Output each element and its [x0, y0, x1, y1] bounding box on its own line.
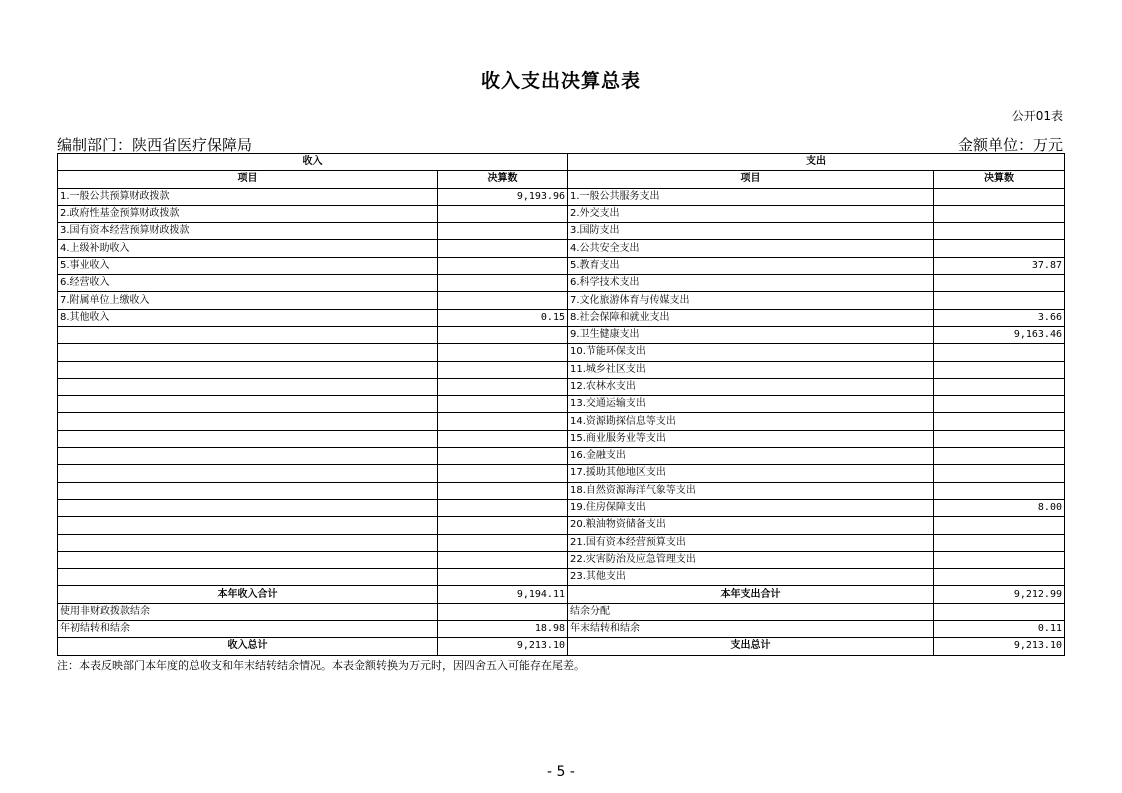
income-item-cell: 2.政府性基金预算财政拨款 [58, 205, 438, 222]
expense-amount-cell [934, 275, 1065, 292]
ending-carryover-value: 0.11 [934, 621, 1065, 638]
expense-amount-cell [934, 292, 1065, 309]
table-row [58, 396, 1065, 413]
income-grand-total-label: 收入总计 [58, 638, 438, 655]
income-amount-cell [438, 326, 568, 343]
income-item-cell [58, 378, 438, 395]
surplus-distribution-value [934, 603, 1065, 620]
expense-amount-cell [934, 482, 1065, 499]
income-amount-cell [438, 569, 568, 586]
page-number: - 5 - [547, 764, 575, 780]
table-row [58, 551, 1065, 568]
year-expense-total-label: 本年支出合计 [568, 586, 934, 603]
table-row [58, 223, 1065, 240]
expense-amount-cell [934, 361, 1065, 378]
expense-item-cell: 4.公共安全支出 [568, 240, 934, 257]
income-item-cell: 3.国有资本经营预算财政拨款 [58, 223, 438, 240]
expense-item-cell: 18.自然资源海洋气象等支出 [568, 482, 934, 499]
income-item-cell [58, 465, 438, 482]
year-expense-total-value: 9,212.99 [934, 586, 1065, 603]
income-amount-cell [438, 499, 568, 516]
income-item-header: 项目 [58, 171, 438, 188]
income-amount-cell [438, 257, 568, 274]
income-item-cell [58, 361, 438, 378]
income-amount-header: 决算数 [438, 171, 568, 188]
income-expense-table [57, 153, 1065, 656]
income-amount-cell [438, 396, 568, 413]
income-amount-cell [438, 413, 568, 430]
income-item-cell [58, 517, 438, 534]
expense-amount-cell [934, 223, 1065, 240]
table-row [58, 378, 1065, 395]
expense-item-cell: 20.粮油物资储备支出 [568, 517, 934, 534]
expense-amount-header: 决算数 [934, 171, 1065, 188]
expense-item-cell: 14.资源勘探信息等支出 [568, 413, 934, 430]
department-label: 编制部门：陕西省医疗保障局 [57, 136, 253, 154]
table-row [58, 205, 1065, 222]
expense-item-cell: 9.卫生健康支出 [568, 326, 934, 343]
income-amount-cell [438, 240, 568, 257]
income-grand-total-value: 9,213.10 [438, 638, 568, 655]
table-row [58, 517, 1065, 534]
table-row [58, 361, 1065, 378]
income-amount-cell: 9,193.96 [438, 188, 568, 205]
expense-amount-cell [934, 569, 1065, 586]
income-item-cell: 6.经营收入 [58, 275, 438, 292]
unit-label: 金额单位：万元 [957, 136, 1063, 154]
table-row [58, 534, 1065, 551]
table-row [58, 275, 1065, 292]
income-amount-cell [438, 430, 568, 447]
income-item-cell [58, 344, 438, 361]
table-row [58, 240, 1065, 257]
income-amount-cell [438, 448, 568, 465]
form-number: 公开01表 [1011, 109, 1063, 123]
expense-amount-cell [934, 188, 1065, 205]
expense-item-cell: 5.教育支出 [568, 257, 934, 274]
table-row [58, 257, 1065, 274]
income-amount-cell [438, 205, 568, 222]
income-item-cell [58, 569, 438, 586]
income-item-cell [58, 499, 438, 516]
income-item-cell [58, 430, 438, 447]
expense-item-cell: 16.金融支出 [568, 448, 934, 465]
expense-item-cell: 17.援助其他地区支出 [568, 465, 934, 482]
table-row [58, 430, 1065, 447]
expense-item-cell: 3.国防支出 [568, 223, 934, 240]
nonfiscal-value [438, 603, 568, 620]
expense-item-cell: 13.交通运输支出 [568, 396, 934, 413]
income-amount-cell [438, 292, 568, 309]
expense-item-cell: 8.社会保障和就业支出 [568, 309, 934, 326]
year-income-total-value: 9,194.11 [438, 586, 568, 603]
table-row [58, 499, 1065, 516]
expense-item-cell: 22.灾害防治及应急管理支出 [568, 551, 934, 568]
year-income-total-label: 本年收入合计 [58, 586, 438, 603]
table-column-header-row [58, 171, 1065, 188]
beginning-carryover-label: 年初结转和结余 [58, 621, 438, 638]
income-header: 收入 [58, 154, 568, 171]
table-row-grand-total [58, 638, 1065, 655]
expense-amount-cell [934, 396, 1065, 413]
income-amount-cell [438, 517, 568, 534]
income-item-cell [58, 482, 438, 499]
table-row [58, 344, 1065, 361]
expense-item-cell: 11.城乡社区支出 [568, 361, 934, 378]
income-amount-cell [438, 275, 568, 292]
ending-carryover-label: 年末结转和结余 [568, 621, 934, 638]
income-item-cell [58, 326, 438, 343]
table-row [58, 413, 1065, 430]
income-amount-cell [438, 534, 568, 551]
nonfiscal-label: 使用非财政拨款结余 [58, 603, 438, 620]
income-item-cell: 5.事业收入 [58, 257, 438, 274]
expense-item-cell: 15.商业服务业等支出 [568, 430, 934, 447]
expense-amount-cell [934, 465, 1065, 482]
surplus-distribution-label: 结余分配 [568, 603, 934, 620]
footnote: 注：本表反映部门本年度的总收支和年末结转结余情况。本表金额转换为万元时，因四舍五入可能存在尾差。 [57, 659, 585, 672]
income-item-cell: 8.其他收入 [58, 309, 438, 326]
expense-amount-cell [934, 448, 1065, 465]
income-item-cell [58, 448, 438, 465]
expense-item-cell: 19.住房保障支出 [568, 499, 934, 516]
expense-amount-cell [934, 240, 1065, 257]
table-row [58, 326, 1065, 343]
expense-amount-cell [934, 534, 1065, 551]
income-amount-cell [438, 551, 568, 568]
income-item-cell [58, 396, 438, 413]
table-row-year-total [58, 586, 1065, 603]
income-item-cell [58, 413, 438, 430]
expense-grand-total-label: 支出总计 [568, 638, 934, 655]
table-row [58, 482, 1065, 499]
income-amount-cell [438, 223, 568, 240]
expense-item-cell: 7.文化旅游体育与传媒支出 [568, 292, 934, 309]
table-row [58, 448, 1065, 465]
table-row [58, 465, 1065, 482]
income-item-cell: 1.一般公共预算财政拨款 [58, 188, 438, 205]
expense-item-cell: 12.农林水支出 [568, 378, 934, 395]
table-row [58, 188, 1065, 205]
expense-item-cell: 2.外交支出 [568, 205, 934, 222]
table-row [58, 292, 1065, 309]
table-row [58, 569, 1065, 586]
beginning-carryover-value: 18.98 [438, 621, 568, 638]
expense-amount-cell [934, 344, 1065, 361]
expense-grand-total-value: 9,213.10 [934, 638, 1065, 655]
expense-amount-cell: 8.00 [934, 499, 1065, 516]
income-amount-cell: 0.15 [438, 309, 568, 326]
income-amount-cell [438, 378, 568, 395]
income-item-cell: 4.上级补助收入 [58, 240, 438, 257]
income-amount-cell [438, 465, 568, 482]
income-amount-cell [438, 482, 568, 499]
income-amount-cell [438, 344, 568, 361]
income-amount-cell [438, 361, 568, 378]
income-item-cell [58, 534, 438, 551]
table-row-carryover [58, 621, 1065, 638]
expense-item-cell: 1.一般公共服务支出 [568, 188, 934, 205]
expense-amount-cell: 3.66 [934, 309, 1065, 326]
expense-item-header: 项目 [568, 171, 934, 188]
expense-amount-cell [934, 430, 1065, 447]
expense-item-cell: 21.国有资本经营预算支出 [568, 534, 934, 551]
report-title: 收入支出决算总表 [480, 70, 641, 92]
table-section-header-row [58, 154, 1065, 171]
expense-amount-cell [934, 413, 1065, 430]
income-item-cell [58, 551, 438, 568]
expense-amount-cell: 9,163.46 [934, 326, 1065, 343]
expense-amount-cell [934, 205, 1065, 222]
expense-item-cell: 10.节能环保支出 [568, 344, 934, 361]
expense-amount-cell [934, 378, 1065, 395]
table-row-nonfiscal [58, 603, 1065, 620]
expense-header: 支出 [568, 154, 1065, 171]
table-row [58, 309, 1065, 326]
expense-item-cell: 23.其他支出 [568, 569, 934, 586]
expense-amount-cell [934, 551, 1065, 568]
income-item-cell: 7.附属单位上缴收入 [58, 292, 438, 309]
expense-amount-cell [934, 517, 1065, 534]
expense-amount-cell: 37.87 [934, 257, 1065, 274]
expense-item-cell: 6.科学技术支出 [568, 275, 934, 292]
